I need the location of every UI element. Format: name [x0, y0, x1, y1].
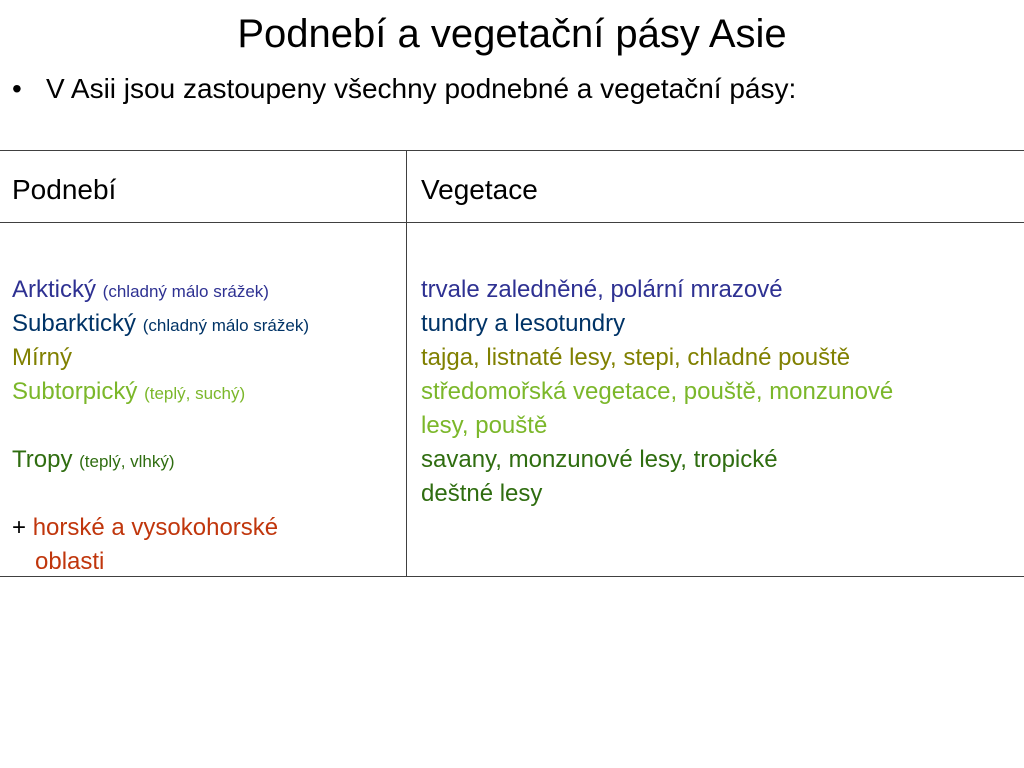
vegetation-row-subtropical: středomořská vegetace, pouště, monzunové	[421, 378, 894, 405]
vegetation-row-tropical: savany, monzunové lesy, tropické	[421, 446, 778, 473]
column-divider	[406, 151, 407, 576]
climate-row-subtropical	[12, 375, 309, 409]
vegetation-column	[421, 273, 893, 511]
intro-text: V Asii jsou zastoupeny všechny podnebné a vegetační pásy:	[46, 73, 797, 104]
climate-row-subarctic	[12, 307, 309, 341]
mountain-row-continued: oblasti	[35, 548, 105, 575]
climate-note: (chladný málo srážek)	[142, 316, 309, 335]
climate-row-tropical	[12, 443, 309, 477]
climate-row-arctic	[12, 273, 309, 307]
mountain-text: horské a vysokohorské	[32, 514, 279, 541]
spacer	[12, 477, 309, 511]
climate-column	[12, 273, 309, 579]
climate-name: Subarktický	[12, 310, 137, 337]
climate-name: Subtorpický	[12, 378, 138, 405]
slide-title: Podnebí a vegetační pásy Asie	[237, 12, 787, 56]
vegetation-row-subtropical-continued: lesy, pouště	[421, 412, 548, 439]
vegetation-row-subarctic: tundry a lesotundry	[421, 310, 626, 337]
climate-note: (chladný málo srážek)	[102, 282, 269, 301]
vegetation-row-tropical-continued: deštné lesy	[421, 480, 543, 507]
header-divider	[0, 222, 1024, 223]
climate-name: Arktický	[12, 276, 96, 303]
spacer	[12, 409, 309, 443]
intro-bullet	[12, 72, 796, 106]
vegetation-row-temperate: tajga, listnaté lesy, stepi, chladné pouště	[421, 344, 851, 371]
climate-vegetation-table	[0, 150, 1024, 577]
header-climate: Podnebí	[12, 174, 117, 205]
climate-note: (teplý, vlhký)	[79, 452, 175, 471]
climate-name: Tropy	[12, 446, 73, 473]
climate-row-temperate	[12, 341, 309, 375]
mountain-row	[12, 511, 309, 545]
climate-name: Mírný	[12, 344, 72, 371]
bullet-marker: •	[12, 73, 22, 104]
plus-sign: +	[12, 514, 27, 541]
climate-note: (teplý, suchý)	[144, 384, 246, 403]
header-vegetation: Vegetace	[421, 174, 538, 205]
vegetation-row-arctic: trvale zaledněné, polární mrazové	[421, 276, 783, 303]
